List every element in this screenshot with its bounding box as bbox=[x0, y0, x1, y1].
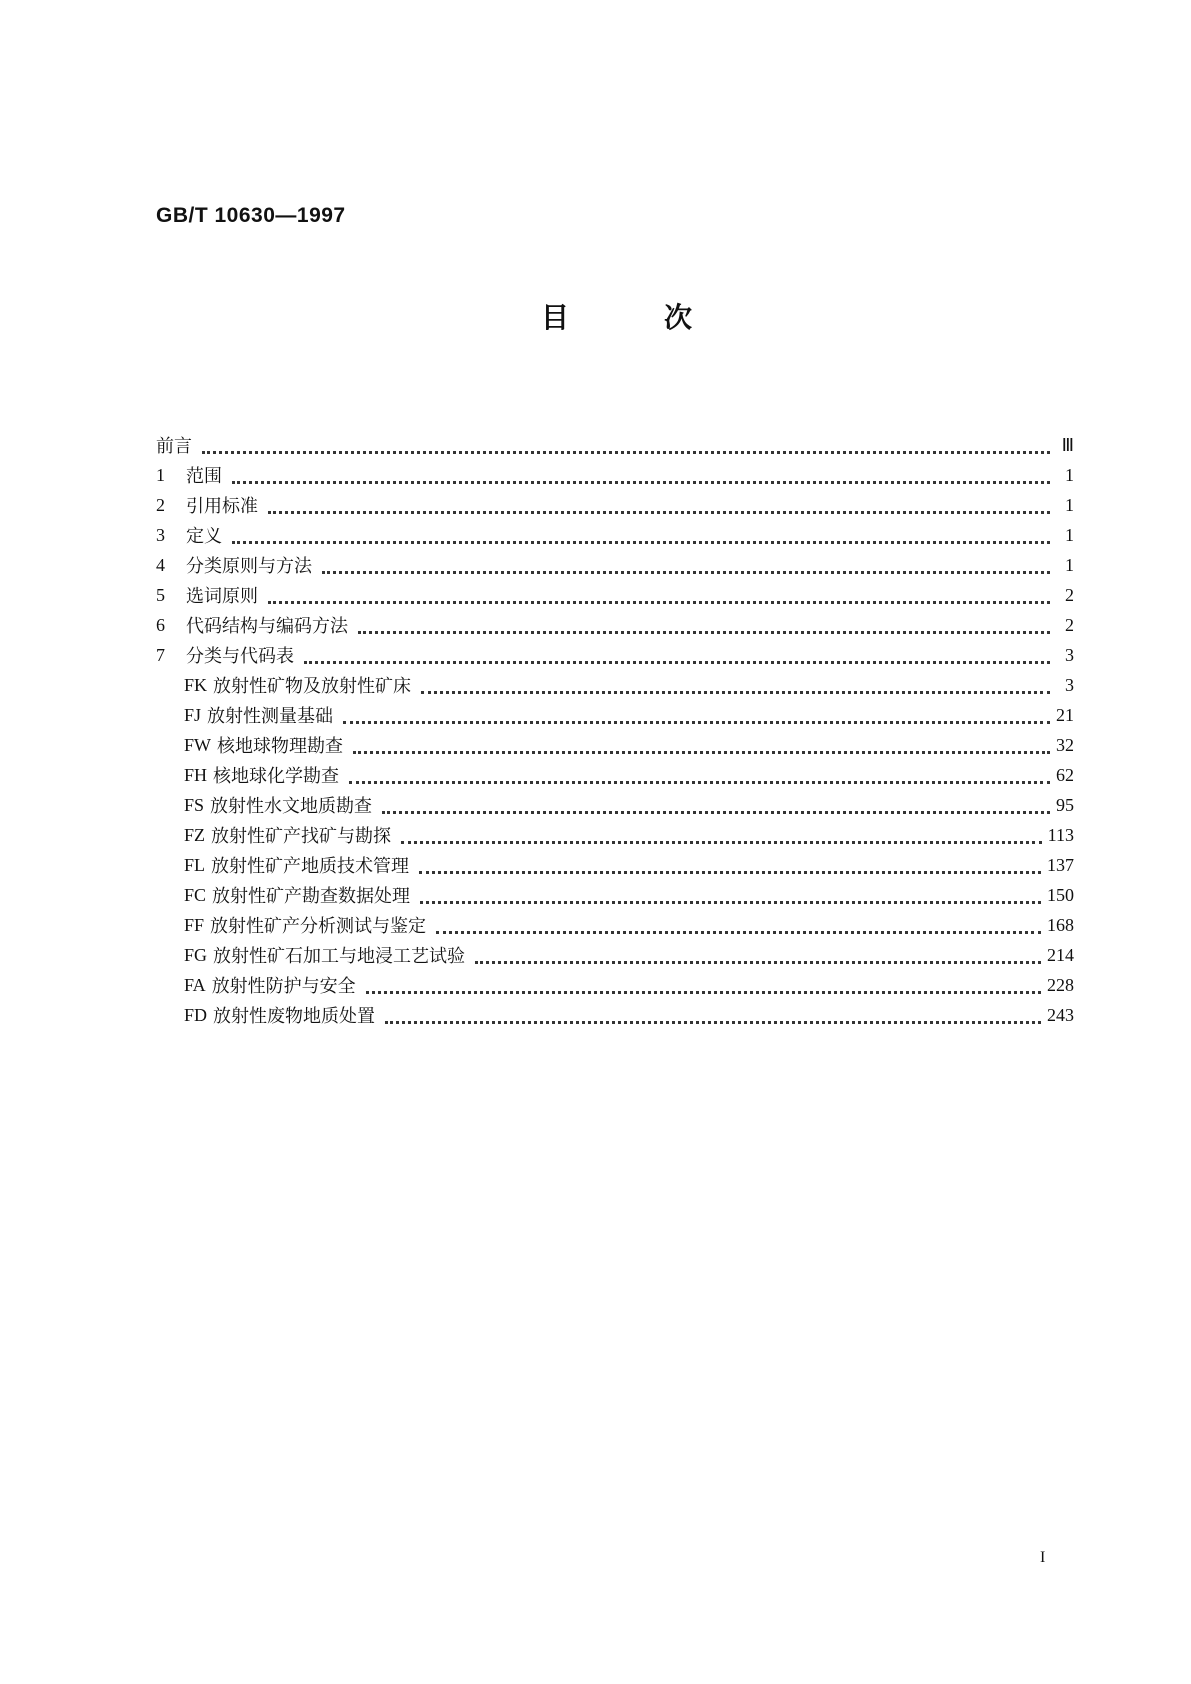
toc-label: 放射性矿石加工与地浸工艺试验 bbox=[213, 946, 466, 967]
toc-page: 150 bbox=[1047, 884, 1074, 905]
toc-page: 168 bbox=[1047, 914, 1074, 935]
toc-label: 放射性矿产分析测试与鉴定 bbox=[210, 916, 427, 937]
toc-page: 3 bbox=[1065, 674, 1074, 695]
toc-entry[interactable] bbox=[156, 640, 1074, 670]
toc-entry[interactable] bbox=[156, 610, 1074, 640]
toc-code: FL bbox=[184, 854, 206, 875]
toc-page: 95 bbox=[1056, 794, 1074, 815]
toc-label: 放射性矿物及放射性矿床 bbox=[213, 676, 412, 697]
toc-page: 113 bbox=[1047, 824, 1074, 845]
toc-page: 62 bbox=[1056, 764, 1074, 785]
toc-leader-dots bbox=[304, 641, 1050, 664]
toc-subentry[interactable] bbox=[156, 760, 1074, 790]
toc-subentry[interactable] bbox=[156, 910, 1074, 940]
toc-code: FH bbox=[184, 764, 208, 785]
toc-label: 核地球物理勘查 bbox=[217, 736, 343, 757]
toc-code: FW bbox=[184, 734, 211, 755]
toc-leader-dots bbox=[420, 881, 1041, 904]
toc-entry[interactable] bbox=[156, 490, 1074, 520]
toc-page: 3 bbox=[1065, 644, 1074, 665]
toc-number: 5 bbox=[156, 584, 165, 605]
toc-leader-dots bbox=[419, 851, 1041, 874]
toc-subentry[interactable] bbox=[156, 1000, 1074, 1030]
toc-label: 放射性防护与安全 bbox=[211, 976, 356, 997]
toc-label: 放射性废物地质处置 bbox=[213, 1006, 376, 1027]
toc-leader-dots bbox=[268, 581, 1050, 604]
toc-leader-dots bbox=[401, 821, 1042, 844]
toc-page: 1 bbox=[1065, 554, 1074, 575]
title-char-1: 目 bbox=[541, 301, 570, 334]
toc-leader-dots bbox=[366, 971, 1041, 994]
toc-leader-dots bbox=[268, 491, 1050, 514]
toc-page: 1 bbox=[1065, 464, 1074, 485]
toc-subentry[interactable] bbox=[156, 880, 1074, 910]
toc-leader-dots bbox=[382, 791, 1050, 814]
toc-leader-dots bbox=[322, 551, 1050, 574]
toc-code: FK bbox=[184, 674, 208, 695]
toc-page: Ⅲ bbox=[1061, 434, 1074, 455]
toc-entry[interactable] bbox=[156, 460, 1074, 490]
toc-leader-dots bbox=[421, 671, 1050, 694]
toc-subentry[interactable] bbox=[156, 850, 1074, 880]
toc-page: 137 bbox=[1047, 854, 1074, 875]
toc-label: 引用标准 bbox=[186, 496, 258, 517]
toc-number: 2 bbox=[156, 494, 165, 515]
toc-number: 4 bbox=[156, 554, 165, 575]
toc-leader-dots bbox=[385, 1001, 1041, 1024]
toc-label: 分类原则与方法 bbox=[186, 556, 312, 577]
toc-page: 2 bbox=[1065, 584, 1074, 605]
toc-code: FF bbox=[184, 914, 205, 935]
toc-number: 1 bbox=[156, 464, 165, 485]
toc-label: 放射性矿产找矿与勘探 bbox=[211, 826, 392, 847]
toc-subentry[interactable] bbox=[156, 670, 1074, 700]
toc-page: 228 bbox=[1047, 974, 1074, 995]
toc-page: 21 bbox=[1056, 704, 1074, 725]
toc-leader-dots bbox=[232, 521, 1050, 544]
toc-subentry[interactable] bbox=[156, 820, 1074, 850]
toc-code: FC bbox=[184, 884, 207, 905]
toc-leader-dots bbox=[202, 431, 1050, 454]
toc-entry[interactable] bbox=[156, 520, 1074, 550]
toc-leader-dots bbox=[343, 701, 1050, 724]
toc-page: 1 bbox=[1065, 524, 1074, 545]
toc-leader-dots bbox=[349, 761, 1050, 784]
toc-leader-dots bbox=[475, 941, 1041, 964]
toc-code: FD bbox=[184, 1004, 208, 1025]
toc-subentry[interactable] bbox=[156, 790, 1074, 820]
toc-label: 分类与代码表 bbox=[186, 646, 294, 667]
toc-subentry[interactable] bbox=[156, 970, 1074, 1000]
page-title bbox=[0, 296, 1191, 336]
toc-code: FA bbox=[184, 974, 206, 995]
toc-subentry[interactable] bbox=[156, 730, 1074, 760]
toc-leader-dots bbox=[358, 611, 1050, 634]
toc-label: 代码结构与编码方法 bbox=[186, 616, 348, 637]
toc-leader-dots bbox=[353, 731, 1050, 754]
toc-subentry[interactable] bbox=[156, 940, 1074, 970]
page-number: I bbox=[1040, 1549, 1046, 1566]
toc-code: FZ bbox=[184, 824, 206, 845]
title-char-2: 次 bbox=[664, 301, 693, 334]
toc-entry-preface[interactable] bbox=[156, 430, 1074, 460]
toc-entry[interactable] bbox=[156, 580, 1074, 610]
toc-label: 前言 bbox=[156, 436, 192, 457]
toc-label: 选词原则 bbox=[186, 586, 258, 607]
toc-page: 243 bbox=[1047, 1004, 1074, 1025]
toc-label: 放射性矿产勘查数据处理 bbox=[212, 886, 411, 907]
standard-code: GB/T 10630—1997 bbox=[156, 204, 346, 227]
toc-label: 放射性矿产地质技术管理 bbox=[211, 856, 410, 877]
toc-label: 定义 bbox=[186, 526, 222, 547]
toc-code: FJ bbox=[184, 704, 202, 725]
toc-label: 放射性测量基础 bbox=[207, 706, 334, 727]
toc-number: 6 bbox=[156, 614, 165, 635]
toc-entry[interactable] bbox=[156, 550, 1074, 580]
toc-leader-dots bbox=[436, 911, 1041, 934]
toc-label: 范围 bbox=[186, 466, 222, 487]
toc-number: 3 bbox=[156, 524, 165, 545]
toc-page: 1 bbox=[1065, 494, 1074, 515]
toc-code: FG bbox=[184, 944, 208, 965]
toc-page: 2 bbox=[1065, 614, 1074, 635]
toc-page: 214 bbox=[1047, 944, 1074, 965]
toc-leader-dots bbox=[232, 461, 1050, 484]
toc-code: FS bbox=[184, 794, 205, 815]
toc-page: 32 bbox=[1056, 734, 1074, 755]
toc-number: 7 bbox=[156, 644, 165, 665]
toc-label: 放射性水文地质勘查 bbox=[210, 796, 373, 817]
toc-label: 核地球化学勘查 bbox=[213, 766, 340, 787]
toc-subentry[interactable] bbox=[156, 700, 1074, 730]
